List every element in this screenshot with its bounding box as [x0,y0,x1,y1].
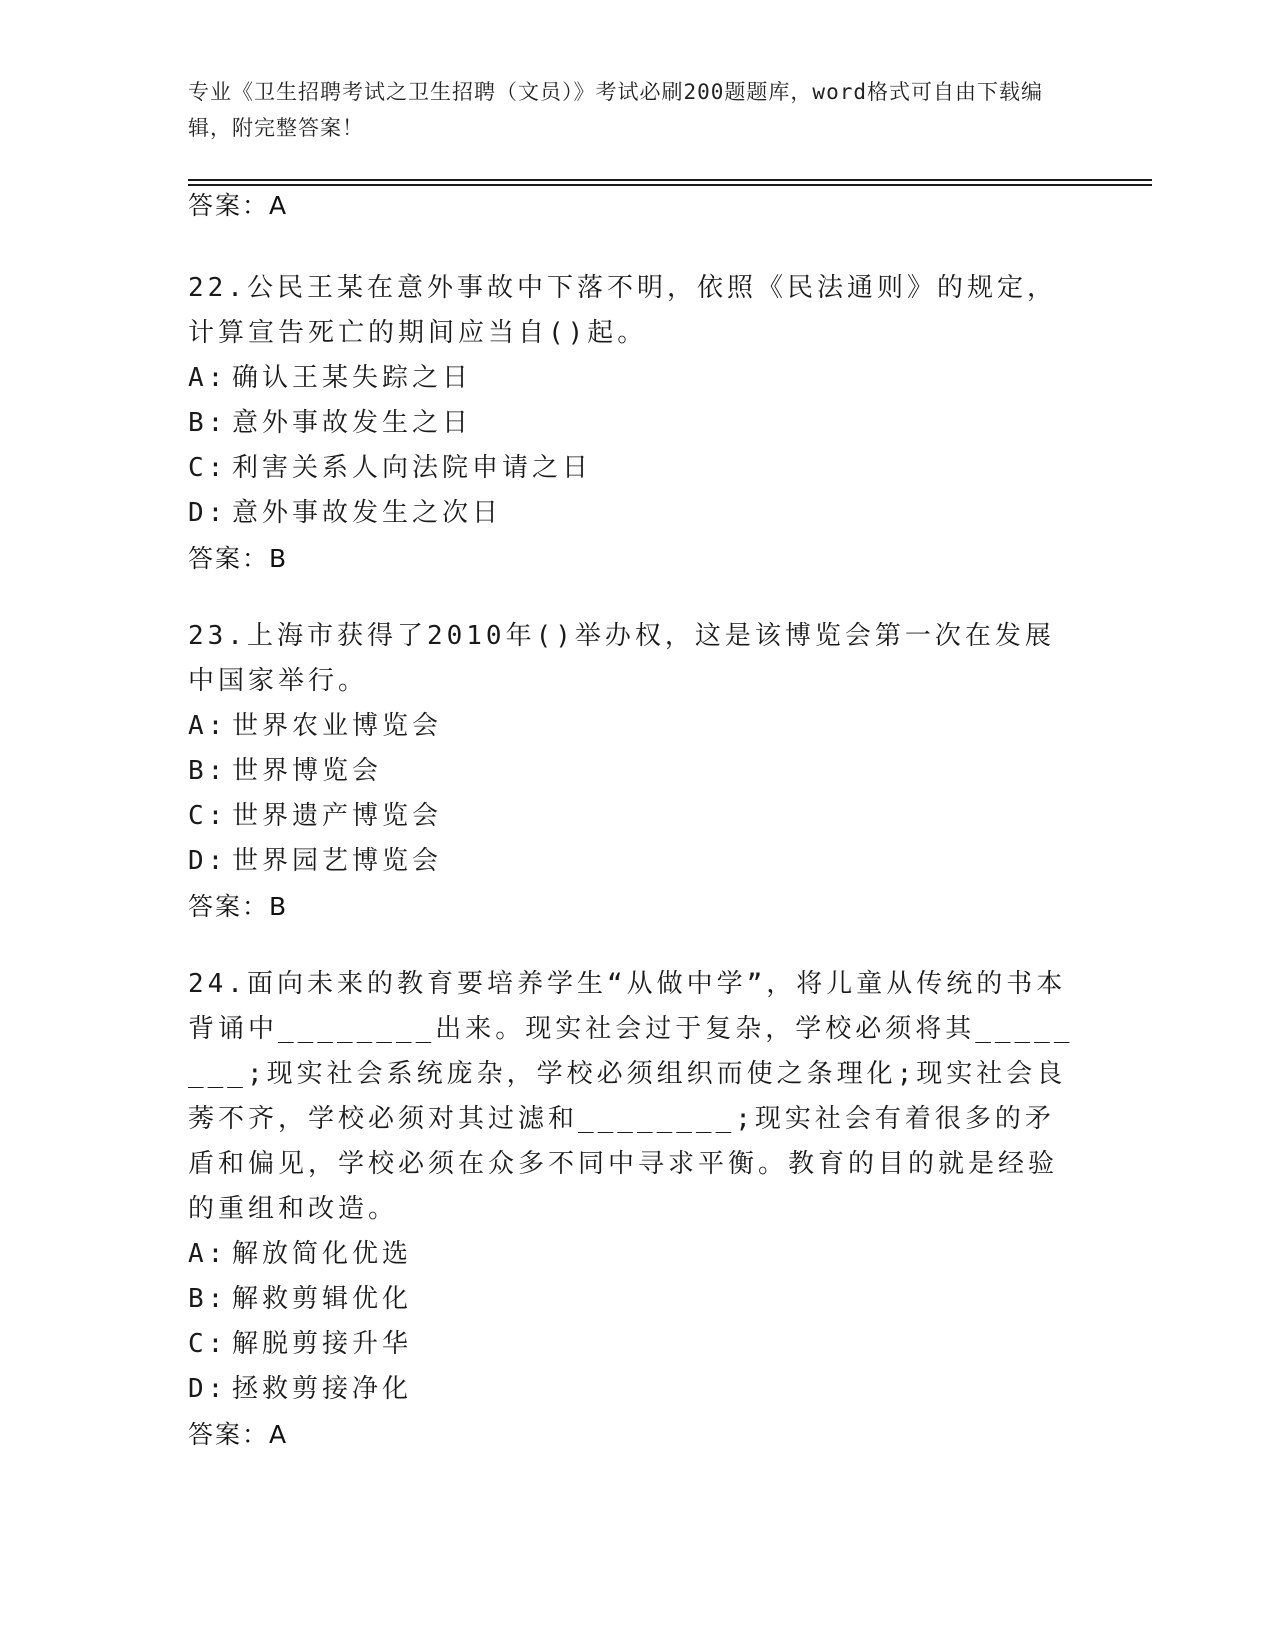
question-22 [188,266,1078,581]
option-c [188,446,1078,491]
question-answer: 答案：B [188,544,289,573]
option-b [188,749,1078,794]
option-letter: B: [188,756,228,786]
option-text: 解救剪辑优化 [232,1284,413,1314]
option-a [188,1232,1078,1277]
question-answer: 答案：A [188,1420,289,1449]
option-letter: B: [188,1284,228,1314]
option-d [188,1367,1078,1412]
option-a [188,356,1078,401]
option-text: 意外事故发生之日 [232,408,473,438]
option-d [188,839,1078,884]
option-letter: C: [188,1329,228,1359]
option-text: 解放简化优选 [232,1239,413,1269]
question-stem: 23.上海市获得了2010年()举办权，这是该博览会第一次在发展中国家举行。 [188,621,1055,696]
option-text: 世界园艺博览会 [232,846,443,876]
option-text: 意外事故发生之次日 [232,498,503,528]
document-header: 专业《卫生招聘考试之卫生招聘（文员）》考试必刷200题题库，word格式可自由下载编辑，附完整答案！ [188,80,1043,140]
option-text: 拯救剪接净化 [232,1374,413,1404]
option-a [188,704,1078,749]
option-text: 世界农业博览会 [232,711,443,741]
option-letter: B: [188,408,228,438]
option-letter: A: [188,1239,228,1269]
option-text: 确认王某失踪之日 [232,363,473,393]
option-letter: D: [188,498,228,528]
answer-previous-question: 答案：A [188,191,289,220]
option-text: 世界遗产博览会 [232,801,443,831]
option-c [188,794,1078,839]
option-letter: A: [188,363,228,393]
option-text: 世界博览会 [232,756,383,786]
question-23 [188,614,1078,929]
option-b [188,1277,1078,1322]
option-d [188,491,1078,536]
option-text: 解脱剪接升华 [232,1329,413,1359]
question-answer: 答案：B [188,892,289,921]
option-letter: D: [188,1374,228,1404]
question-24 [188,962,1078,1457]
option-text: 利害关系人向法院申请之日 [232,453,593,483]
option-letter: A: [188,711,228,741]
option-letter: C: [188,801,228,831]
header-divider-top [188,179,1152,181]
question-stem: 24.面向未来的教育要培养学生“从做中学”，将儿童从传统的书本背诵中________出来。现实社会过于复杂，学校必须将其________;现实社会系统庞杂，学校必须组织而使之条理化;现实社会良莠不齐，学校必须对其过滤和________;现实社会有着很多的矛盾和偏见，学校必须在众多不同中寻求平衡。教育的目的就是经验的重组和改造。 [188,969,1074,1224]
question-stem: 22.公民王某在意外事故中下落不明，依照《民法通则》的规定，计算宣告死亡的期间应当自()起。 [188,273,1057,348]
option-b [188,401,1078,446]
header-divider-bottom [188,184,1152,186]
option-letter: C: [188,453,228,483]
option-letter: D: [188,846,228,876]
option-c [188,1322,1078,1367]
